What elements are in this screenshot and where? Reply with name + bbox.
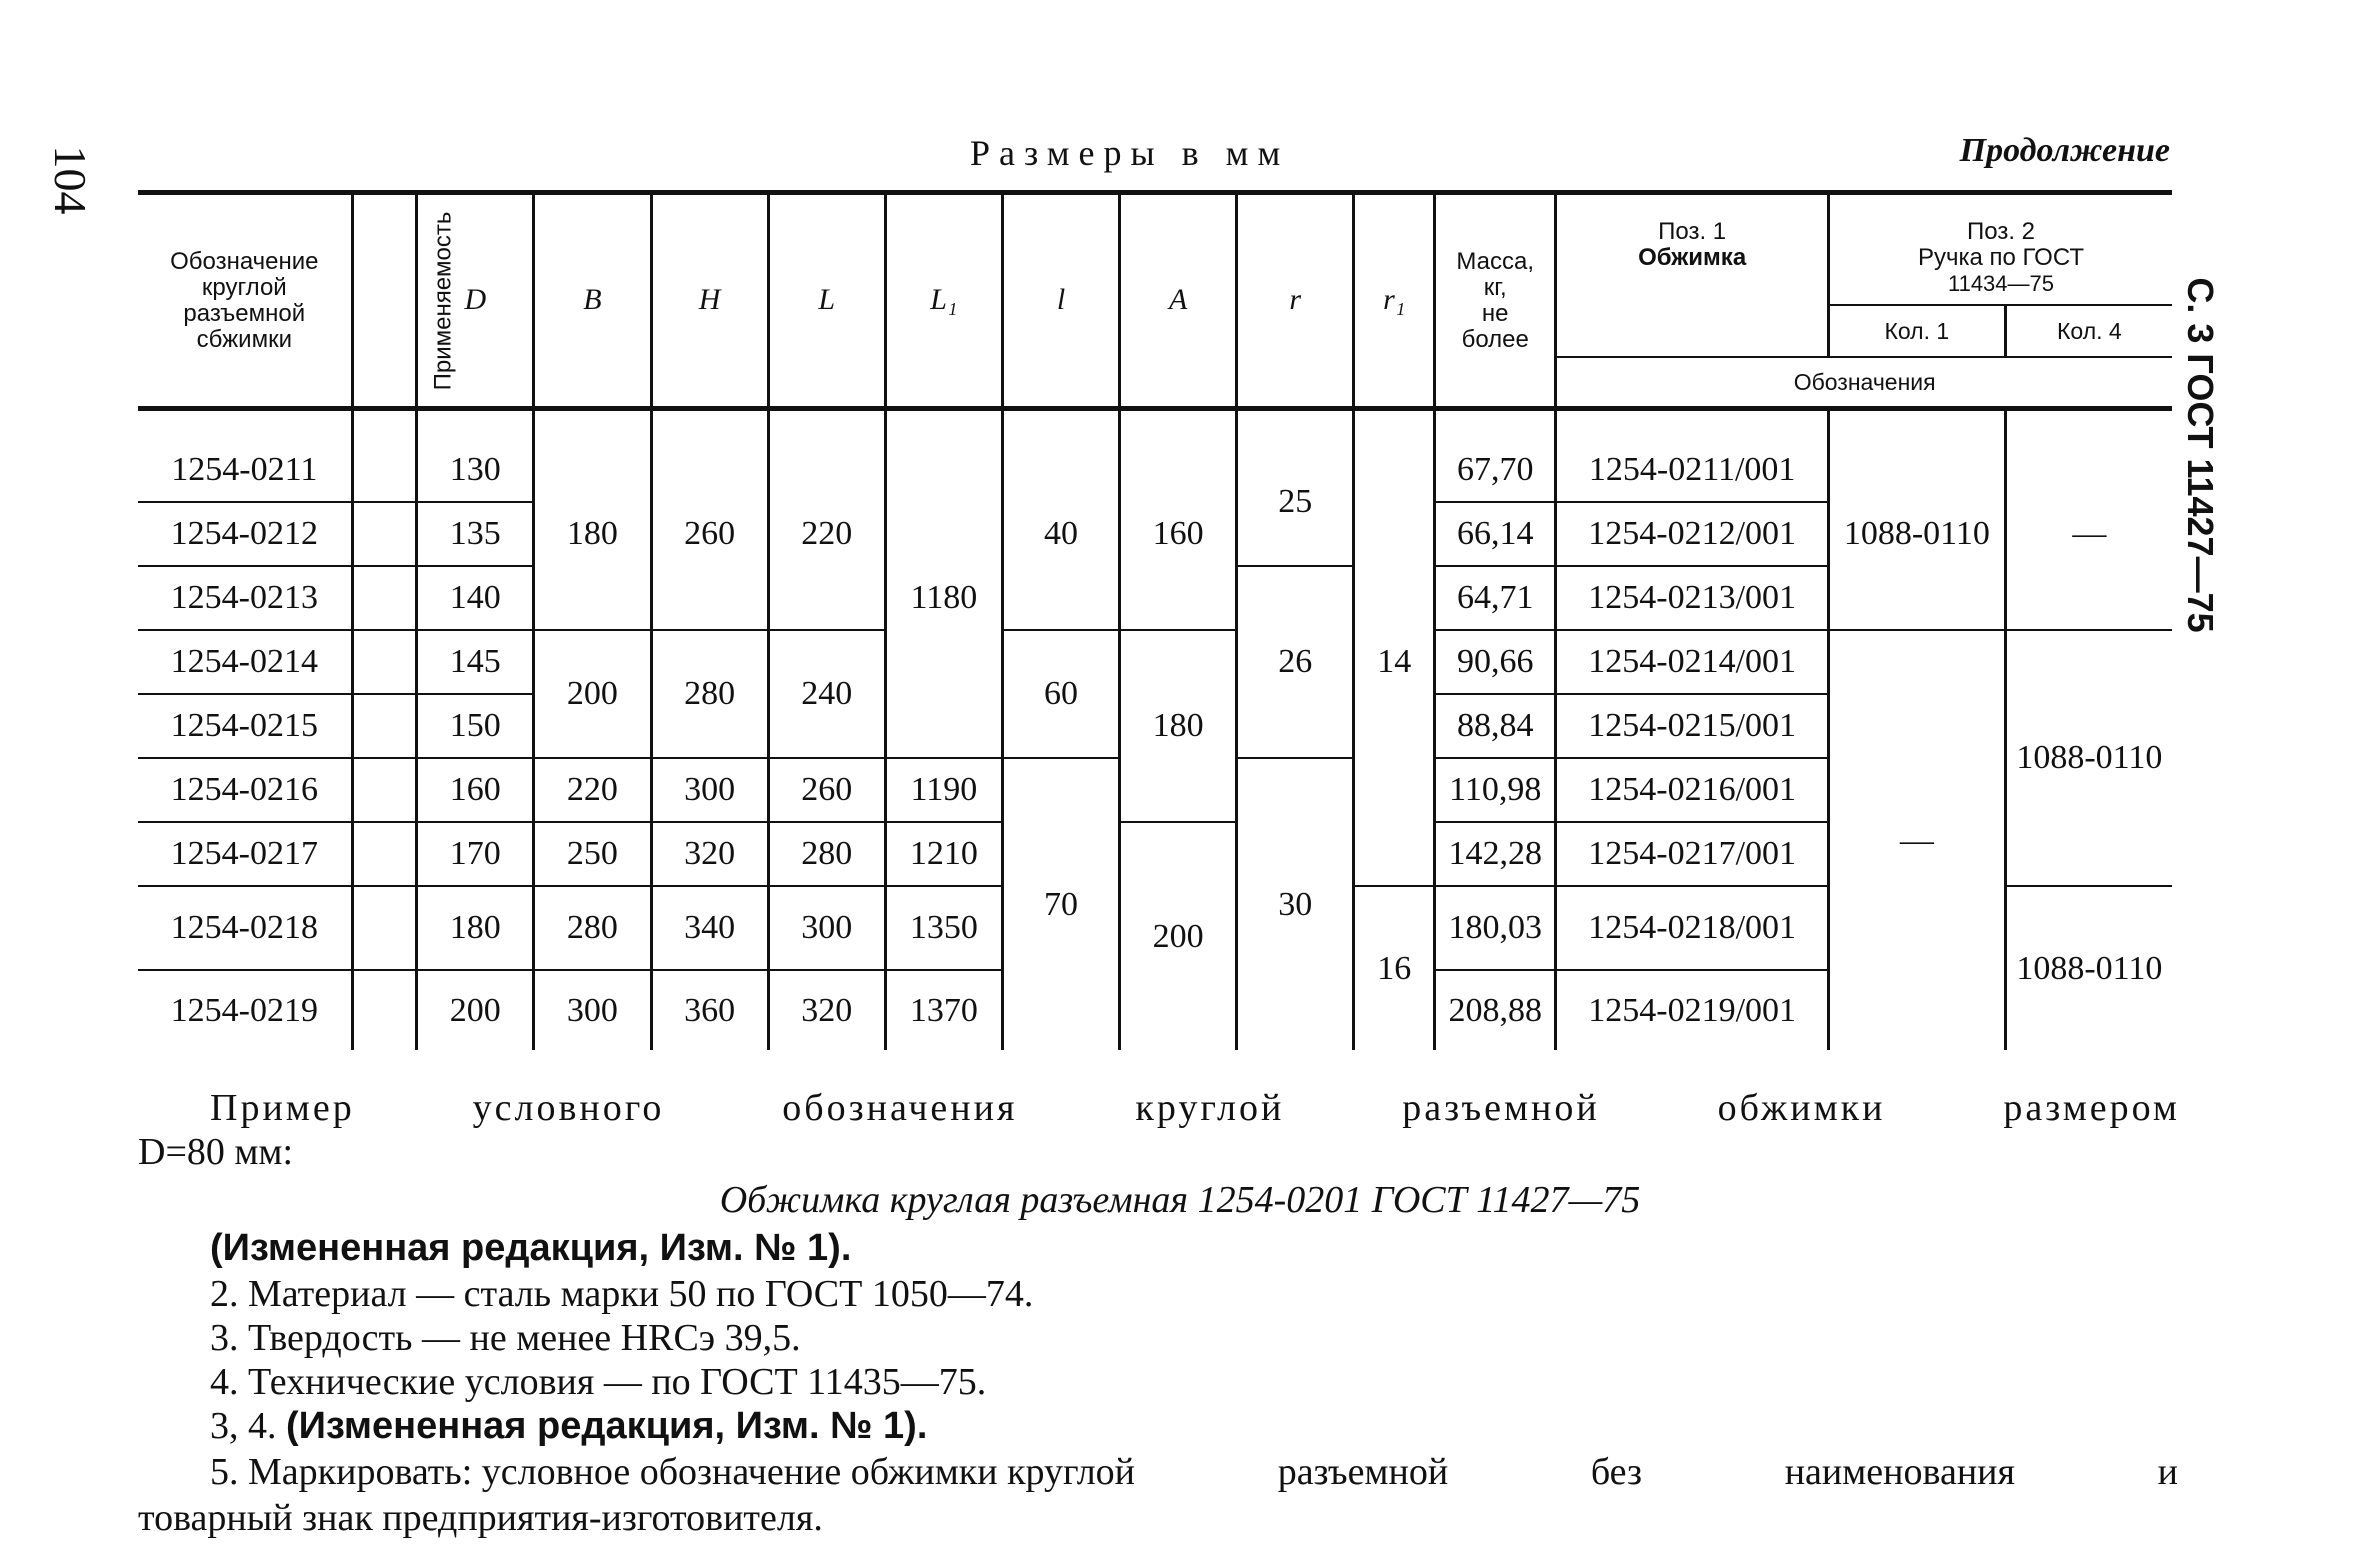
header-pos2: Поз. 2 Ручка по ГОСТ 11434—75 bbox=[1828, 193, 2172, 305]
header-mass: Масса, кг, не более bbox=[1435, 193, 1556, 409]
table-row: 1254-0219 200 300 360 320 1370 208,88 1254-0219/001 bbox=[138, 970, 2172, 1050]
header-L: L bbox=[768, 193, 885, 409]
header-designation: Обозначение круглой разъемной сбжимки bbox=[138, 193, 352, 409]
header-pos1: Поз. 1 Обжимка bbox=[1556, 193, 1829, 357]
edit-note-1: (Измененная редакция, Изм. № 1). bbox=[210, 1227, 852, 1269]
header-r1: r₁ bbox=[1354, 193, 1435, 409]
header-applicability: Применяемость bbox=[352, 193, 417, 409]
page-number: 104 bbox=[45, 145, 96, 215]
note-material: 2. Материал — сталь марки 50 по ГОСТ 1050—74. bbox=[210, 1273, 1034, 1315]
example-intro-cont: D=80 мм: bbox=[138, 1131, 294, 1173]
header-A: A bbox=[1120, 193, 1237, 409]
header-H: H bbox=[651, 193, 768, 409]
header-kol1: Кол. 1 bbox=[1828, 305, 2005, 357]
side-header: С. 3 ГОСТ 11427—75 bbox=[2180, 277, 2221, 633]
table-row: 1254-0215 150 88,84 1254-0215/001 bbox=[138, 694, 2172, 758]
note-marking-cont: товарный знак предприятия-изготовителя. bbox=[138, 1497, 823, 1539]
table-row: 1254-0218 180 280 340 300 1350 16 180,03 1254-0218/001 1088-0110 bbox=[138, 886, 2172, 970]
table-row: 1254-0211 130 180 260 220 1180 40 160 25 14 67,70 1254-0211/001 1088-0110 — bbox=[138, 439, 2172, 502]
table-row: 1254-0216 160 220 300 260 1190 70 30 110,98 1254-0216/001 bbox=[138, 758, 2172, 822]
table-row: 1254-0212 135 66,14 1254-0212/001 bbox=[138, 502, 2172, 566]
header-kol4: Кол. 4 bbox=[2005, 305, 2172, 357]
note-technical: 4. Технические условия — по ГОСТ 11435—75. bbox=[210, 1361, 987, 1403]
header-designations: Обозначения bbox=[1556, 357, 2172, 409]
header-l: l bbox=[1002, 193, 1119, 409]
table-row: 1254-0217 170 250 320 280 1210 200 142,28 1254-0217/001 bbox=[138, 822, 2172, 886]
note-hardness: 3. Твердость — не менее HRCэ 39,5. bbox=[210, 1317, 801, 1359]
table-row: 1254-0214 145 200 280 240 60 180 90,66 1254-0214/001 — 1088-0110 bbox=[138, 630, 2172, 694]
header-r: r bbox=[1237, 193, 1354, 409]
header-D: D bbox=[417, 193, 534, 409]
table-row: 1254-0213 140 26 64,71 1254-0213/001 bbox=[138, 566, 2172, 630]
header-L1: L₁ bbox=[885, 193, 1002, 409]
header-B: B bbox=[534, 193, 651, 409]
note-marking: 5. Маркировать: условное обозначение обжимки круглой разъемной без наименования и bbox=[210, 1451, 2178, 1493]
dimensions-title: Размеры в мм bbox=[970, 133, 1290, 173]
edit-note-34: 3, 4. (Измененная редакция, Изм. № 1). bbox=[210, 1405, 928, 1447]
example-intro: Пример условного обозначения круглой разъемной обжимки размером bbox=[210, 1087, 2180, 1129]
dimensions-table bbox=[138, 190, 2172, 1050]
example-designation: Обжимка круглая разъемная 1254-0201 ГОСТ 11427—75 bbox=[719, 1179, 1641, 1221]
continuation-label: Продолжение bbox=[1959, 132, 2170, 169]
